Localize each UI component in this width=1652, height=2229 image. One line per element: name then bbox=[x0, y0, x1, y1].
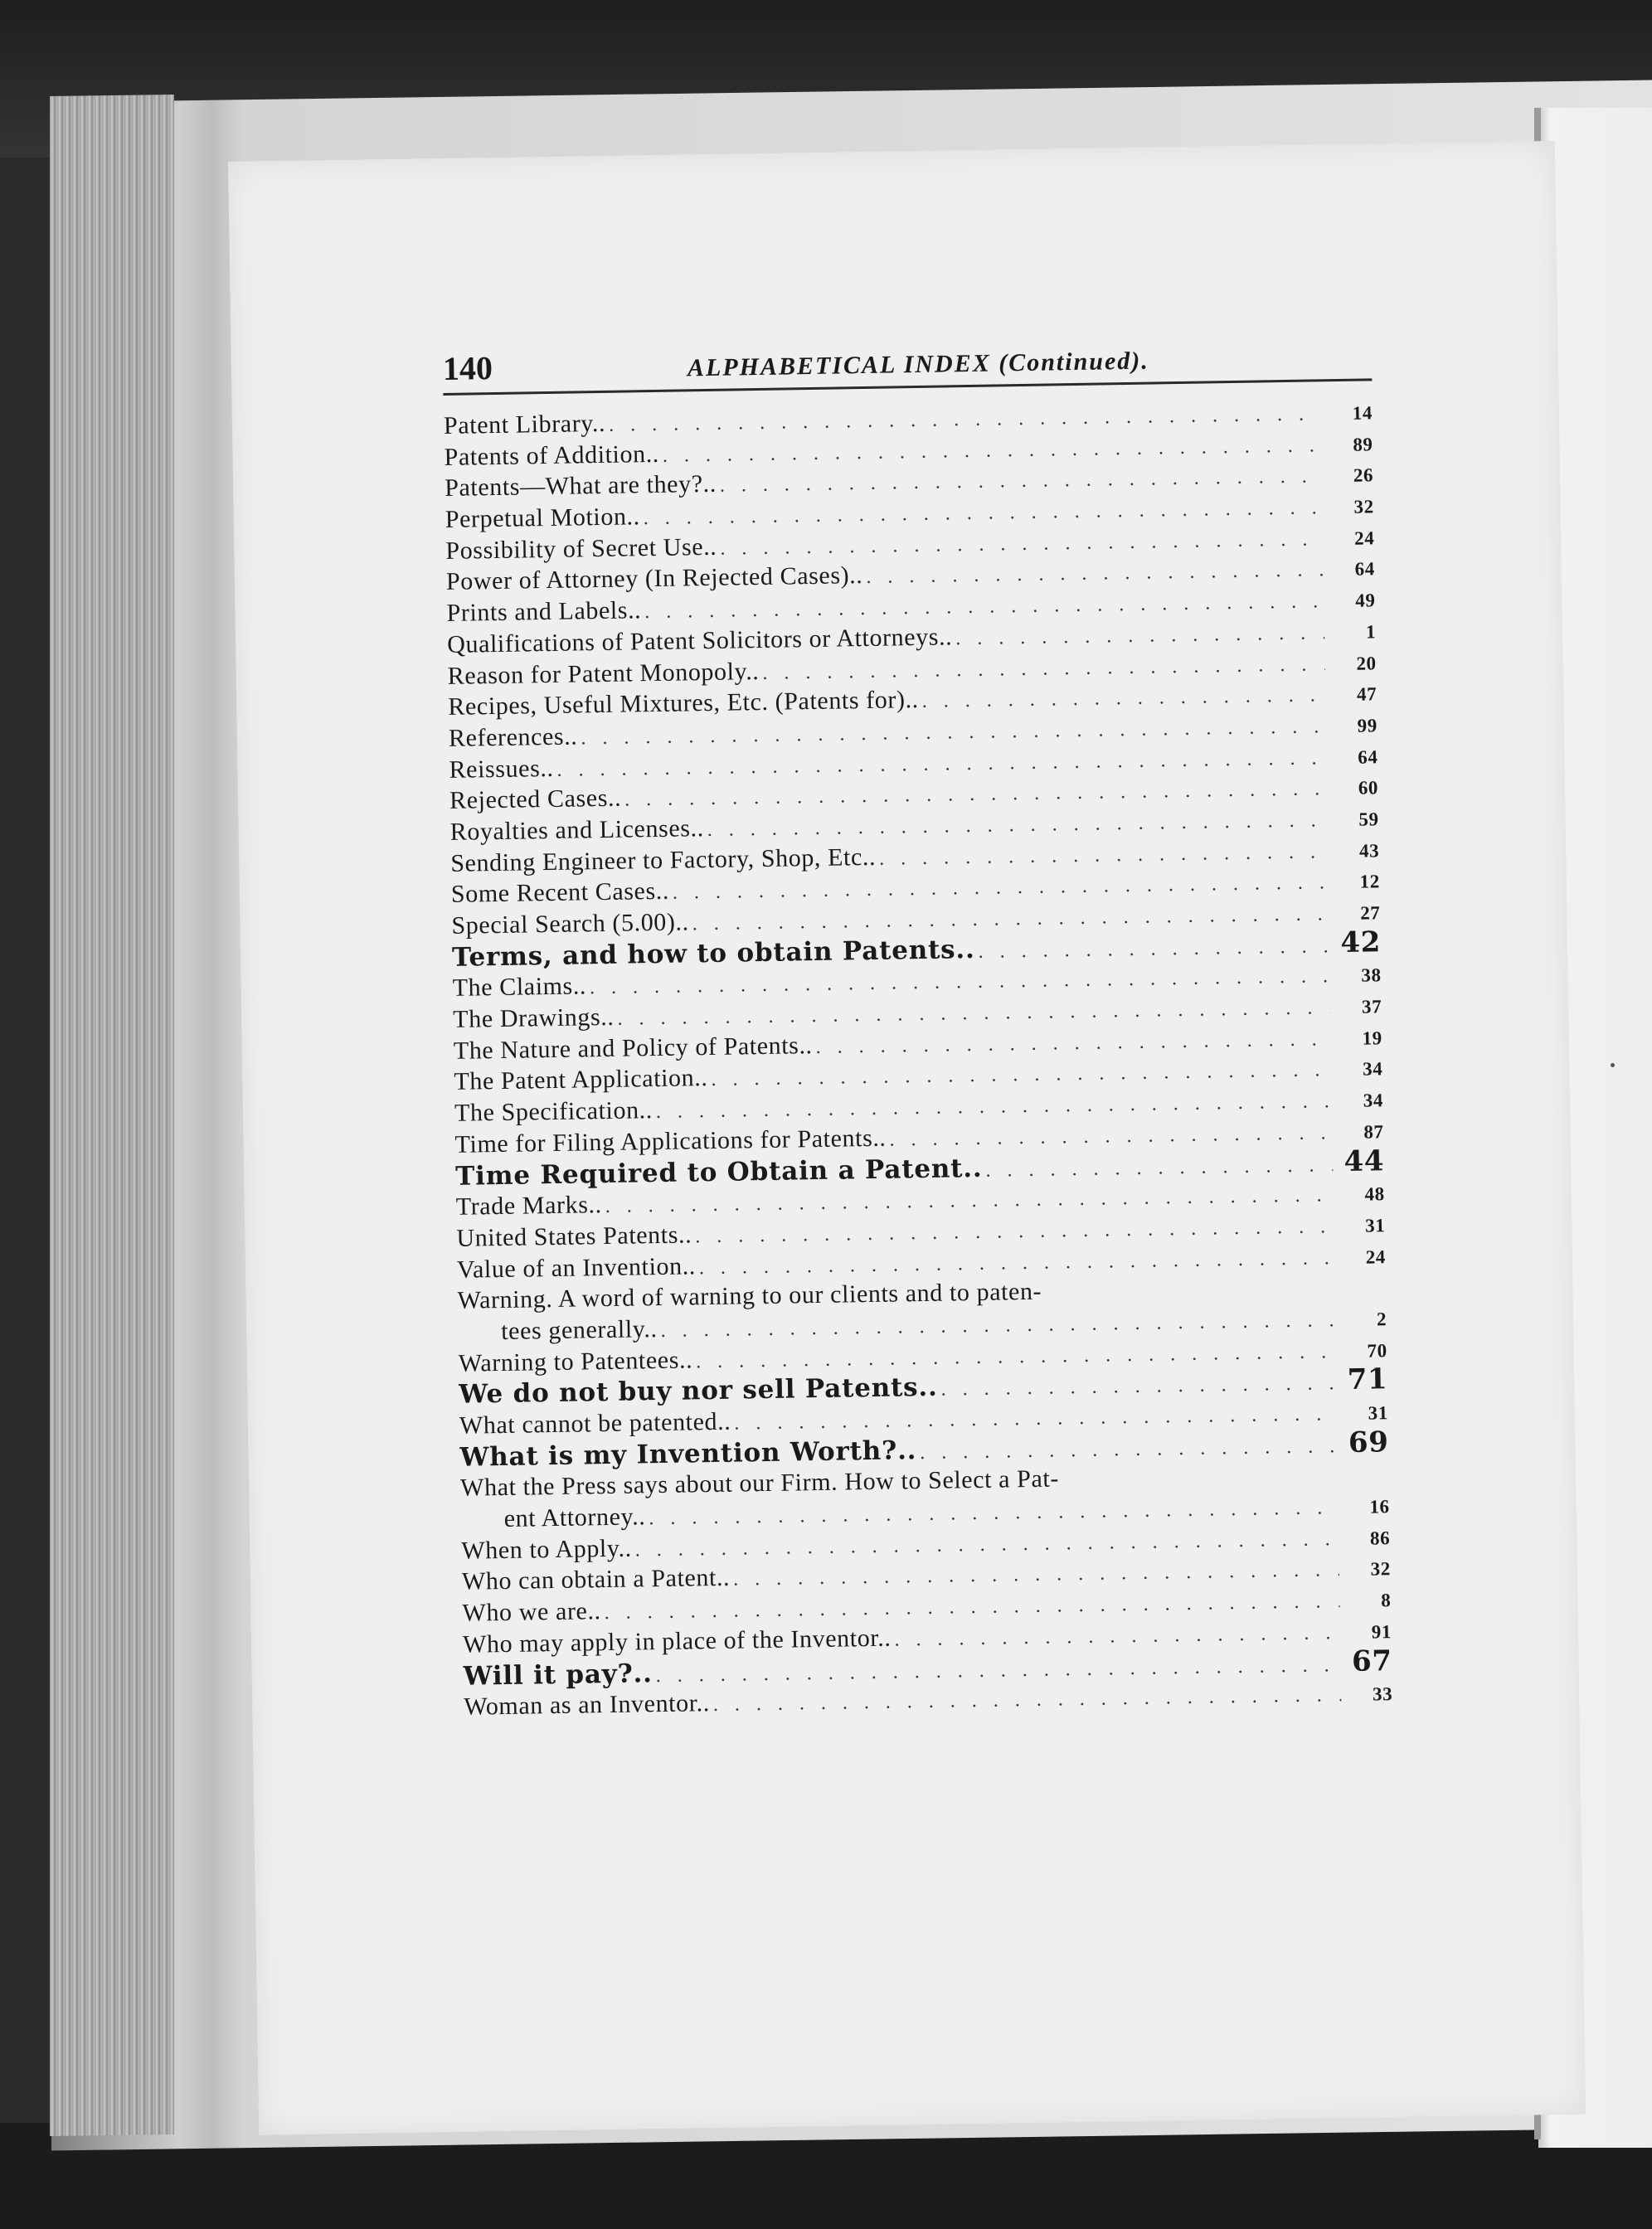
index-entry-label: Reissues.. bbox=[449, 754, 554, 784]
index-entry-label: Warning to Patentees.. bbox=[458, 1346, 693, 1377]
index-entry-label: ent Attorney.. bbox=[503, 1503, 646, 1533]
index-entry-page: 89 bbox=[1353, 434, 1373, 455]
index-entry-page: 31 bbox=[1364, 1215, 1386, 1236]
index-entry-label: The Nature and Policy of Patents.. bbox=[453, 1031, 813, 1065]
paper-speck bbox=[1611, 1063, 1615, 1067]
index-entry-page: 37 bbox=[1361, 996, 1382, 1017]
index-entry-page: 70 bbox=[1367, 1339, 1387, 1362]
index-entry-page: 49 bbox=[1355, 590, 1376, 611]
index-entry-page: 86 bbox=[1369, 1527, 1391, 1549]
index-entry-page: 47 bbox=[1356, 683, 1377, 705]
index-entry-page: 24 bbox=[1353, 527, 1375, 549]
index-entry-label: Sending Engineer to Factory, Shop, Etc.. bbox=[450, 843, 877, 877]
page-edges bbox=[50, 95, 174, 2136]
dot-leader bbox=[713, 1680, 1342, 1722]
index-entry-page: 19 bbox=[1362, 1027, 1382, 1049]
index-entry-page: 42 bbox=[1340, 925, 1382, 959]
index-entry-label: Value of an Invention.. bbox=[456, 1251, 697, 1284]
page-number: 140 bbox=[442, 349, 493, 387]
index-entry-label: Perpetual Motion.. bbox=[445, 503, 640, 534]
index-entry-page: 48 bbox=[1364, 1183, 1385, 1205]
index-entry-page: 64 bbox=[1354, 558, 1376, 580]
index-entry-label: Patents of Addition.. bbox=[444, 439, 660, 471]
index-entry-label: tees generally.. bbox=[500, 1314, 658, 1345]
index-entry-page: 32 bbox=[1353, 496, 1374, 517]
index-entry-label: Who we are.. bbox=[462, 1597, 601, 1627]
index-entry-label: What cannot be patented.. bbox=[459, 1407, 731, 1440]
index-entry-label: Qualifications of Patent Solicitors or Attorneys.. bbox=[446, 623, 953, 658]
index-entry-label: Patents—What are they?.. bbox=[444, 470, 717, 503]
index-content bbox=[442, 322, 1392, 1722]
index-entry-label: Time Required to Obtain a Patent.. bbox=[454, 1153, 983, 1192]
index-entry-page: 34 bbox=[1363, 1090, 1384, 1111]
index-entry-label: Patent Library.. bbox=[443, 409, 606, 439]
index-entry-page: 33 bbox=[1372, 1683, 1393, 1705]
index-entry-page: 2 bbox=[1376, 1309, 1387, 1330]
index-entry-page: 26 bbox=[1353, 464, 1374, 487]
index-entry-page: 69 bbox=[1348, 1425, 1389, 1459]
running-title: ALPHABETICAL INDEX (Continued). bbox=[687, 347, 1149, 382]
index-entry-page: 71 bbox=[1347, 1362, 1388, 1397]
index-entry-page: 91 bbox=[1371, 1620, 1392, 1643]
index-entry-page: 99 bbox=[1357, 715, 1378, 736]
index-entry-page: 43 bbox=[1358, 839, 1380, 862]
index-entry-page: 1 bbox=[1365, 621, 1377, 643]
index-entry-label: We do not buy nor sell Patents.. bbox=[459, 1372, 938, 1411]
index-entry-page: 38 bbox=[1361, 964, 1382, 987]
index-entry-page: 44 bbox=[1343, 1144, 1385, 1178]
index-entry-label: Will it pay?.. bbox=[463, 1658, 653, 1692]
book-page bbox=[228, 141, 1586, 2135]
index-entry-label: Time for Filing Applications for Patents.. bbox=[454, 1124, 887, 1158]
index-entry-label: Trade Marks.. bbox=[455, 1191, 602, 1221]
index-entry-label: The Patent Application.. bbox=[454, 1064, 708, 1096]
index-entry-label: Royalties and Licenses.. bbox=[449, 814, 704, 846]
index-entry-list bbox=[444, 396, 1393, 1722]
index-entry-label: Recipes, Useful Mixtures, Etc. (Patents for).. bbox=[448, 686, 920, 721]
index-entry-page: 8 bbox=[1381, 1590, 1392, 1611]
index-entry-page: 31 bbox=[1368, 1402, 1389, 1424]
index-entry-page: 64 bbox=[1358, 745, 1378, 768]
index-entry-page: 67 bbox=[1351, 1644, 1392, 1678]
index-entry-label: What is my Invention Worth?.. bbox=[459, 1435, 917, 1473]
index-entry-page: 27 bbox=[1360, 902, 1381, 924]
index-entry-label: Reason for Patent Monopoly.. bbox=[447, 657, 760, 690]
index-entry-label: Rejected Cases.. bbox=[449, 784, 622, 815]
index-entry-page: 87 bbox=[1363, 1121, 1384, 1143]
index-entry-page: 32 bbox=[1370, 1558, 1392, 1581]
index-entry-page: 34 bbox=[1362, 1058, 1383, 1081]
index-entry-label: What the Press says about our Firm. How to Select a Pat- bbox=[459, 1464, 1060, 1503]
index-entry-page: 60 bbox=[1358, 777, 1379, 799]
index-entry-label: United States Patents.. bbox=[456, 1221, 692, 1252]
page-header bbox=[442, 322, 1372, 396]
index-entry-label: Some Recent Cases.. bbox=[450, 877, 670, 909]
index-entry-label: The Drawings.. bbox=[453, 1003, 615, 1033]
index-entry-label: Warning. A word of warning to our clients and to paten- bbox=[457, 1278, 1042, 1315]
index-entry-label: Prints and Labels.. bbox=[446, 596, 642, 628]
index-entry-label: Woman as an Inventor.. bbox=[464, 1689, 711, 1721]
index-entry-page: 59 bbox=[1358, 809, 1379, 830]
index-entry-label: Power of Attorney (In Rejected Cases).. bbox=[445, 561, 863, 596]
index-entry-label: References.. bbox=[448, 722, 578, 752]
index-entry-page: 12 bbox=[1359, 871, 1381, 892]
index-entry-label: Who can obtain a Patent.. bbox=[461, 1564, 731, 1596]
index-entry-label: Special Search (5.00).. bbox=[451, 908, 689, 940]
index-entry-page: 20 bbox=[1356, 652, 1377, 674]
index-entry-label: When to Apply.. bbox=[461, 1534, 632, 1565]
index-entry-label: Terms, and how to obtain Patents.. bbox=[451, 934, 975, 973]
index-entry-page: 14 bbox=[1352, 402, 1373, 424]
index-entry-label: The Claims.. bbox=[452, 972, 587, 1003]
index-entry-label: Possibility of Secret Use.. bbox=[445, 532, 717, 565]
index-entry-label: The Specification.. bbox=[454, 1096, 654, 1127]
index-entry-page: 24 bbox=[1365, 1246, 1387, 1268]
index-entry-label: Who may apply in place of the Inventor.. bbox=[462, 1624, 892, 1658]
index-entry-page: 16 bbox=[1369, 1496, 1390, 1518]
